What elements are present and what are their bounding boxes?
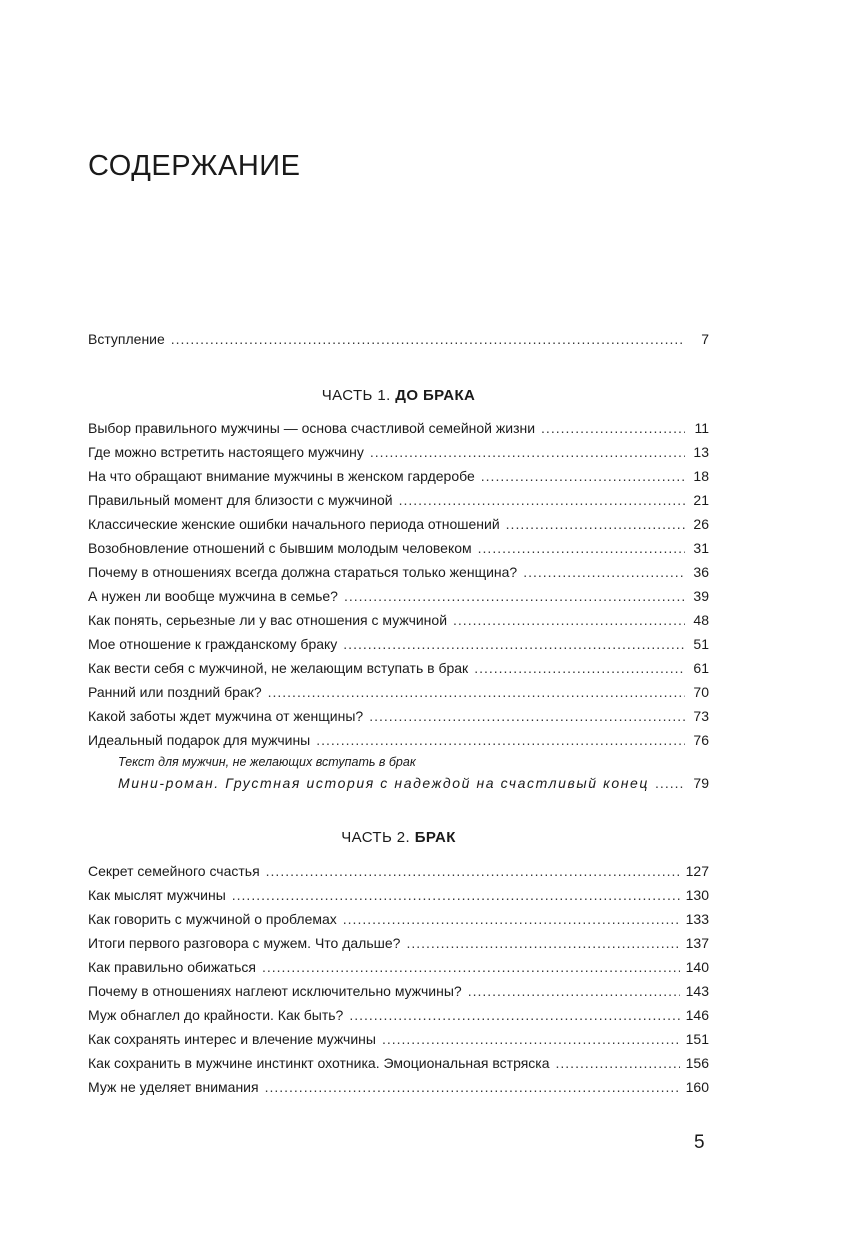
toc-entry-page: 48 [693,612,709,628]
leader-dots [343,907,680,931]
toc-entry[interactable] [88,1027,709,1051]
toc-entry[interactable] [88,632,709,656]
leader-dots [453,608,685,632]
leader-dots [265,1075,680,1099]
toc-entry-title: Почему в отношениях наглеют исключительно мужчины? [88,983,462,999]
leader-dots [406,931,679,955]
toc-entry-page: 18 [693,468,709,484]
toc-entry[interactable] [88,584,709,608]
toc-entry-page: 26 [693,516,709,532]
toc-entry-page: 76 [693,732,709,748]
toc-entry-page: 156 [685,1055,709,1071]
toc-entry-title: Какой заботы ждет мужчина от женщины? [88,708,364,724]
leader-dots [370,440,685,464]
toc-entry[interactable] [88,512,709,536]
toc-entry-page: 133 [685,911,709,927]
section-note: Текст для мужчин, не желающих вступать в брак [118,755,416,769]
toc-entry-page: 7 [701,331,709,347]
toc-entry-page: 140 [685,959,709,975]
toc-entry-page: 51 [693,636,709,652]
toc-entry[interactable] [88,464,709,488]
leader-dots [468,979,680,1003]
toc-entry-title: Как вести себя с мужчиной, не желающим вступать в брак [88,660,469,676]
toc-entry-page: 79 [693,775,709,791]
leader-dots [478,536,685,560]
toc-entry[interactable] [88,680,709,704]
page-number: 5 [694,1132,705,1153]
leader-dots [382,1027,680,1051]
toc-entry-page: 39 [693,588,709,604]
toc-entry-title: А нужен ли вообще мужчина в семье? [88,588,338,604]
toc-entry-page: 31 [693,540,709,556]
toc-entry-title: Муж не уделяет внимания [88,1079,259,1095]
part-2-prefix: ЧАСТЬ 2. [341,829,411,846]
toc-entry-page: 61 [693,660,709,676]
toc-entry[interactable] [88,704,709,728]
toc-entry-title: Выбор правильного мужчины — основа счастливой семейной жизни [88,420,536,436]
toc-entry-title: Правильный момент для близости с мужчиной [88,492,393,508]
leader-dots [171,327,685,351]
leader-dots [556,1051,680,1075]
toc-entry-page: 13 [693,444,709,460]
toc-entry[interactable] [88,656,709,680]
toc-entry-title: Как мыслят мужчины [88,887,226,903]
leader-dots [369,704,685,728]
toc-entry[interactable] [88,883,709,907]
leader-dots [399,488,685,512]
toc-entry-title: Классические женские ошибки начального периода отношений [88,516,500,532]
toc-entry[interactable] [88,728,709,752]
toc-entry[interactable] [88,1051,709,1075]
toc-entry-page: 70 [693,684,709,700]
leader-dots [506,512,685,536]
toc-entry-page: 151 [685,1031,709,1047]
toc-entry[interactable] [88,979,709,1003]
toc-entry-title: Как правильно обижаться [88,959,256,975]
part-1-prefix: ЧАСТЬ 1. [321,387,391,404]
leader-dots [541,416,685,440]
toc-entry-title: Как сохранять интерес и влечение мужчины [88,1031,376,1047]
toc-entry-title: Идеальный подарок для мужчины [88,732,311,748]
toc-entry-title: Как понять, серьезные ли у вас отношения с мужчиной [88,612,448,628]
leader-dots [344,584,685,608]
toc-entry-title: Муж обнаглел до крайности. Как быть? [88,1007,344,1023]
toc-entry-title: Вступление [88,331,165,347]
page-title: СОДЕРЖАНИЕ [88,150,301,182]
leader-dots [349,1003,679,1027]
toc-entry-page: 11 [694,420,709,436]
leader-dots [316,728,685,752]
leader-dots [266,859,680,883]
part-1-heading [88,384,709,408]
toc-entry[interactable] [88,1003,709,1027]
toc-entry[interactable] [88,536,709,560]
leader-dots [262,955,680,979]
toc-entry-page: 73 [693,708,709,724]
toc-entry-page: 127 [685,863,709,879]
toc-entry-page: 143 [685,983,709,999]
toc-entry-title: Мини-роман. Грустная история с надеждой на счастливый конец [118,775,650,791]
toc-entry[interactable] [88,859,709,883]
toc-entry-page: 36 [693,564,709,580]
toc-entry-title: Как говорить с мужчиной о проблемах [88,911,337,927]
toc-entry-page: 160 [685,1079,709,1095]
toc-entry-title: Секрет семейного счастья [88,863,260,879]
toc-entry-page: 137 [685,935,709,951]
toc-entry[interactable] [88,608,709,632]
toc-entry-title: Возобновление отношений с бывшим молодым человеком [88,540,472,556]
part-2-heading [88,826,709,850]
toc-entry-page: 21 [693,492,709,508]
toc-entry-page: 146 [685,1007,709,1023]
toc-entry-title: Итоги первого разговора с мужем. Что дальше? [88,935,401,951]
toc-entry[interactable] [88,488,709,512]
leader-dots [343,632,685,656]
toc-entry-novel[interactable] [118,771,709,795]
toc-entry[interactable] [88,560,709,584]
leader-dots [474,656,685,680]
toc-entry-title: Где можно встретить настоящего мужчину [88,444,364,460]
part-2-name: БРАК [414,829,456,846]
leader-dots [523,560,685,584]
toc-entry-title: Почему в отношениях всегда должна стараться только женщина? [88,564,518,580]
leader-dots [268,680,685,704]
toc-entry[interactable] [88,907,709,931]
part-1-name: ДО БРАКА [395,387,476,404]
toc-entry[interactable] [88,440,709,464]
toc-entry[interactable] [88,955,709,979]
toc-entry-title: Ранний или поздний брак? [88,684,262,700]
toc-entry-title: Мое отношение к гражданскому браку [88,636,338,652]
leader-dots [481,464,685,488]
leader-dots [232,883,680,907]
toc-entry[interactable] [88,1075,709,1099]
toc-entry-title: Как сохранить в мужчине инстинкт охотника. Эмоциональная встряска [88,1055,550,1071]
toc-entry-title: На что обращают внимание мужчины в женском гардеробе [88,468,475,484]
toc-entry[interactable] [88,416,709,440]
leader-dots [655,771,685,795]
toc-entry[interactable] [88,931,709,955]
toc-entry-intro[interactable] [88,327,709,351]
toc-entry-page: 130 [685,887,709,903]
